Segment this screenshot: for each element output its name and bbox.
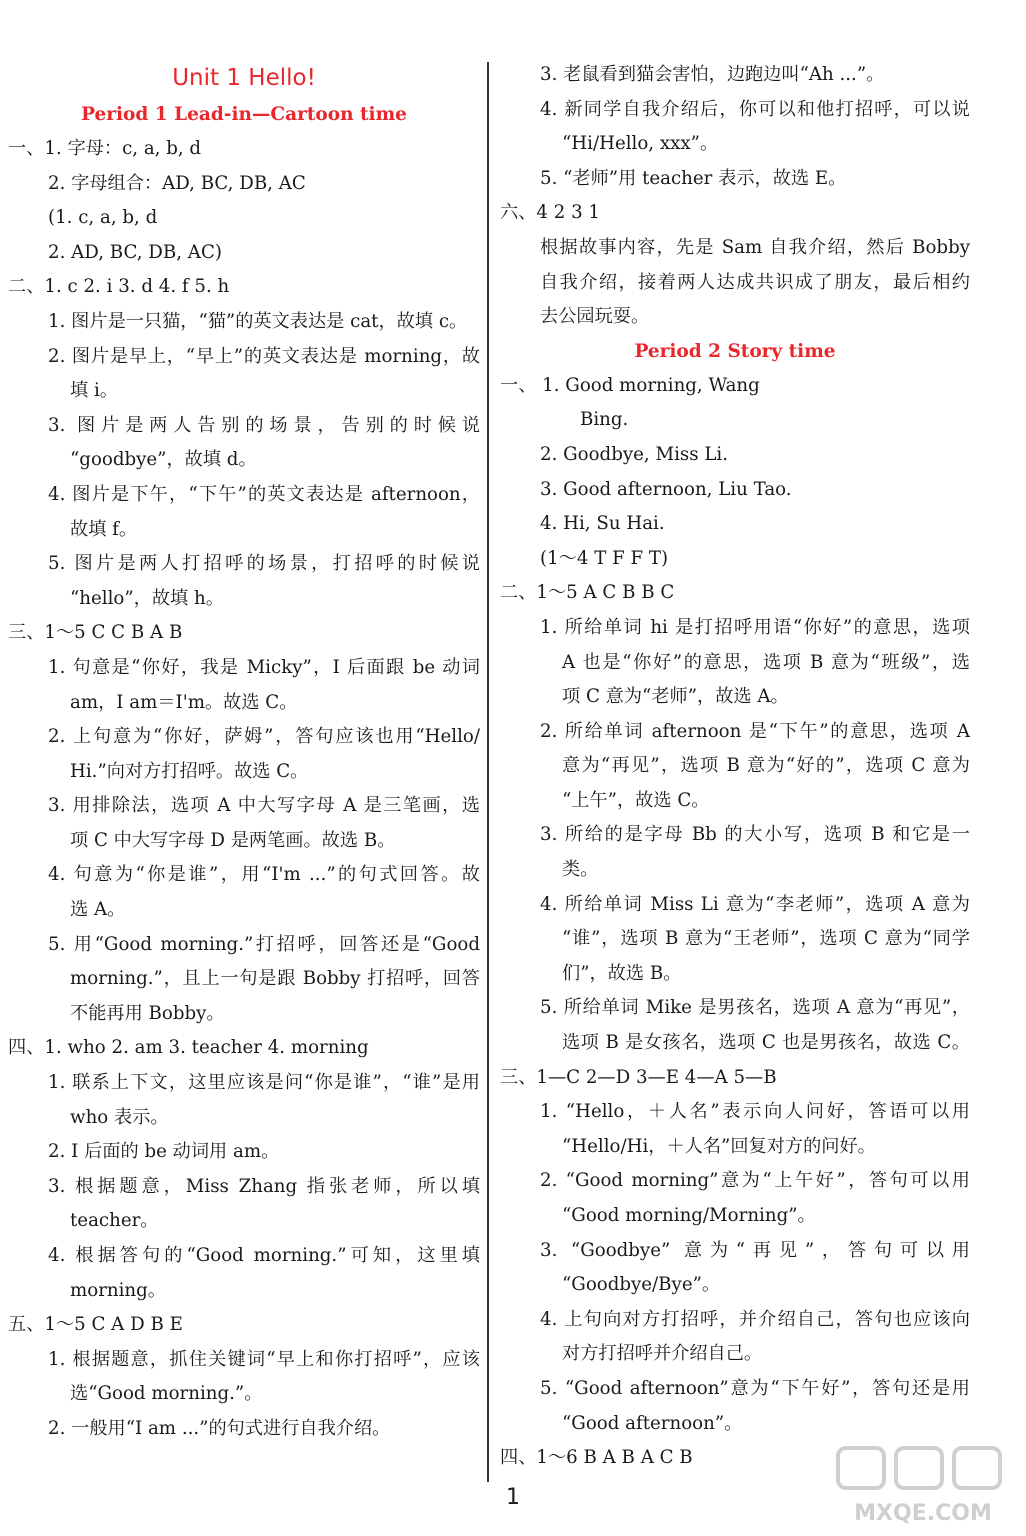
answer-line: 项 C 中大写字母 D 是两笔画。故选 B。 — [70, 829, 396, 851]
answer-line: 一、 1. Good morning, Wang — [500, 374, 760, 396]
answer-line: 5. 图片是两人打招呼的场景，打招呼的时候说 — [48, 553, 480, 575]
answer-line: 1. 图片是一只猫，“猫”的英文表达是 cat，故填 c。 — [48, 310, 468, 332]
answer-line: 选“Good morning.”。 — [70, 1383, 263, 1405]
answer-line: 3. Good afternoon, Liu Tao. — [540, 478, 792, 500]
column-divider — [487, 62, 489, 1482]
answer-line: A 也是“你好”的意思，选项 B 意为“班级”，选 — [562, 651, 970, 673]
answer-line: am，I am＝I'm。故选 C。 — [70, 691, 298, 713]
answer-line: 2. 字母组合：AD, BC, DB, AC — [48, 172, 306, 194]
watermark-logo — [828, 1440, 1018, 1530]
answer-line: “Good afternoon”。 — [562, 1412, 743, 1434]
answer-line: 3. 老鼠看到猫会害怕，边跑边叫“Ah ...”。 — [540, 64, 885, 85]
answer-line: “Hi/Hello, xxx”。 — [562, 133, 719, 155]
answer-line: teacher。 — [70, 1210, 159, 1232]
answer-line: 4. 上句向对方打招呼，并介绍自己，答句也应该向 — [540, 1308, 970, 1330]
answer-line: 1. “Hello，＋人名”表示向人问好，答语可以用 — [540, 1101, 970, 1123]
answer-line: 2. I 后面的 be 动词用 am。 — [48, 1141, 280, 1163]
answer-line: 去公园玩耍。 — [540, 306, 650, 328]
answer-line: 2. 上句意为“你好，萨姆”，答句应该也用“Hello/ — [48, 726, 480, 748]
answer-line: “Goodbye/Bye”。 — [562, 1274, 721, 1296]
answer-line: 1. 所给单词 hi 是打招呼用语“你好”的意思，选项 — [540, 616, 970, 638]
answer-line: 三、1—C 2—D 3—E 4—A 5—B — [500, 1066, 777, 1088]
answer-line: 3. “Goodbye” 意为“再见”，答句可以用 — [540, 1239, 970, 1261]
answer-line: 类。 — [562, 859, 599, 881]
answer-line: “谁”，选项 B 意为“王老师”，选项 C 意为“同学 — [562, 928, 970, 950]
answer-line: 3. 用排除法，选项 A 中大写字母 A 是三笔画，选 — [48, 795, 480, 817]
period-2-heading: Period 2 Story time — [634, 340, 836, 362]
answer-line: 根据故事内容，先是 Sam 自我介绍，然后 Bobby — [540, 236, 970, 258]
answer-line: 二、1～5 A C B B C — [500, 582, 675, 604]
answer-line: 4. 所给单词 Miss Li 意为“李老师”，选项 A 意为 — [540, 893, 970, 915]
answer-line: 4. 图片是下午，“下午”的英文表达是 afternoon， — [48, 483, 480, 505]
answer-line: (1. c, a, b, d — [48, 207, 158, 229]
answer-line: 2. 一般用“I am ...”的句式进行自我介绍。 — [48, 1417, 391, 1439]
page-number: 1 — [506, 1485, 520, 1510]
answer-line: 选项 B 是女孩名，选项 C 也是男孩名，故选 C。 — [562, 1032, 970, 1054]
answer-line: 2. “Good morning”意为“上午好”，答句可以用 — [540, 1170, 970, 1192]
answer-line: 四、1～6 B A B A C B — [500, 1447, 693, 1469]
answer-line: 填 i。 — [70, 380, 118, 402]
answer-line: “goodbye”，故填 d。 — [70, 449, 257, 471]
answer-line: 项 C 意为“老师”，故选 A。 — [562, 686, 789, 708]
answer-line: 4. 根据答句的“Good morning.”可知，这里填 — [48, 1245, 480, 1266]
answer-line: morning。 — [70, 1279, 166, 1301]
answer-line: 4. 句意为“你是谁”，用“I'm ...”的句式回答。故 — [48, 864, 480, 886]
answer-line: 自我介绍，接着两人达成共识成了朋友，最后相约 — [540, 271, 970, 293]
answer-line: 5. “Good afternoon”意为“下午好”，答句还是用 — [540, 1377, 970, 1399]
answer-line: 3. 图片是两人告别的场景，告别的时候说 — [48, 414, 480, 436]
left-column — [8, 58, 480, 1447]
answer-line: 2. 图片是早上，“早上”的英文表达是 morning，故 — [48, 345, 480, 367]
answer-line: 5. 所给单词 Mike 是男孩名，选项 A 意为“再见”， — [540, 997, 970, 1019]
answer-line: 2. Goodbye, Miss Li. — [540, 443, 729, 465]
answer-line: Bing. — [580, 409, 629, 431]
answer-line: 4. 新同学自我介绍后，你可以和他打招呼，可以说 — [540, 98, 970, 120]
answer-line: 故填 f。 — [70, 518, 138, 540]
answer-line: 5. “老师”用 teacher 表示，故选 E。 — [540, 167, 847, 189]
answer-line: “Hello/Hi，＋人名”回复对方的问好。 — [562, 1135, 876, 1157]
answer-line: 四、1. who 2. am 3. teacher 4. morning — [8, 1037, 369, 1059]
answer-line: 六、4 2 3 1 — [500, 202, 601, 224]
right-answer-lines-top — [500, 58, 970, 335]
right-answer-lines-bottom — [500, 369, 970, 1476]
answer-line: 4. Hi, Su Hai. — [540, 513, 665, 535]
answer-line: 五、1～5 C A D B E — [8, 1314, 183, 1336]
answer-line: who 表示。 — [70, 1106, 169, 1128]
answer-line: 1. 联系上下文，这里应该是问“你是谁”，“谁”是用 — [48, 1072, 480, 1094]
answer-line: 3. 所给的是字母 Bb 的大小写，选项 B 和它是一 — [540, 824, 970, 846]
answer-line: 一、1. 字母：c, a, b, d — [8, 138, 202, 159]
unit-title: Unit 1 Hello! — [172, 65, 316, 91]
right-column — [500, 58, 970, 1476]
answer-line: 2. AD, BC, DB, AC) — [48, 241, 222, 263]
answer-line: 选 A。 — [70, 899, 126, 921]
answer-line: 不能再用 Bobby。 — [70, 1002, 225, 1024]
answer-line: 2. 所给单词 afternoon 是“下午”的意思，选项 A — [540, 720, 970, 742]
answer-line: morning.”，且上一句是跟 Bobby 打招呼，回答 — [70, 968, 480, 990]
answer-line: “Good morning/Morning”。 — [562, 1205, 816, 1226]
answer-line: 1. 句意是“你好，我是 Micky”，I 后面跟 be 动词 — [48, 656, 480, 678]
answer-line: 们”，故选 B。 — [562, 962, 682, 984]
left-answer-lines — [8, 132, 480, 1447]
answer-line: 1. 根据题意，抓住关键词“早上和你打招呼”，应该 — [48, 1348, 480, 1370]
answer-line: Hi.”向对方打招呼。故选 C。 — [70, 760, 309, 782]
answer-line: 三、1～5 C C B A B — [8, 622, 183, 644]
answer-line: (1～4 T F F T) — [540, 547, 669, 569]
answer-line: 二、1. c 2. i 3. d 4. f 5. h — [8, 276, 230, 298]
answer-line: “hello”，故填 h。 — [70, 587, 224, 609]
answer-line: 意为“再见”，选项 B 意为“好的”，选项 C 意为 — [562, 755, 970, 777]
watermark-text: MXQE.COM — [854, 1501, 992, 1526]
answer-line: “上午”，故选 C。 — [562, 789, 710, 811]
period-1-heading: Period 1 Lead-in—Cartoon time — [81, 104, 407, 125]
answer-line: 对方打招呼并介绍自己。 — [562, 1343, 763, 1365]
answer-line: 5. 用“Good morning.”打招呼，回答还是“Good — [48, 933, 480, 955]
answer-line: 3. 根据题意，Miss Zhang 指张老师，所以填 — [48, 1175, 480, 1197]
